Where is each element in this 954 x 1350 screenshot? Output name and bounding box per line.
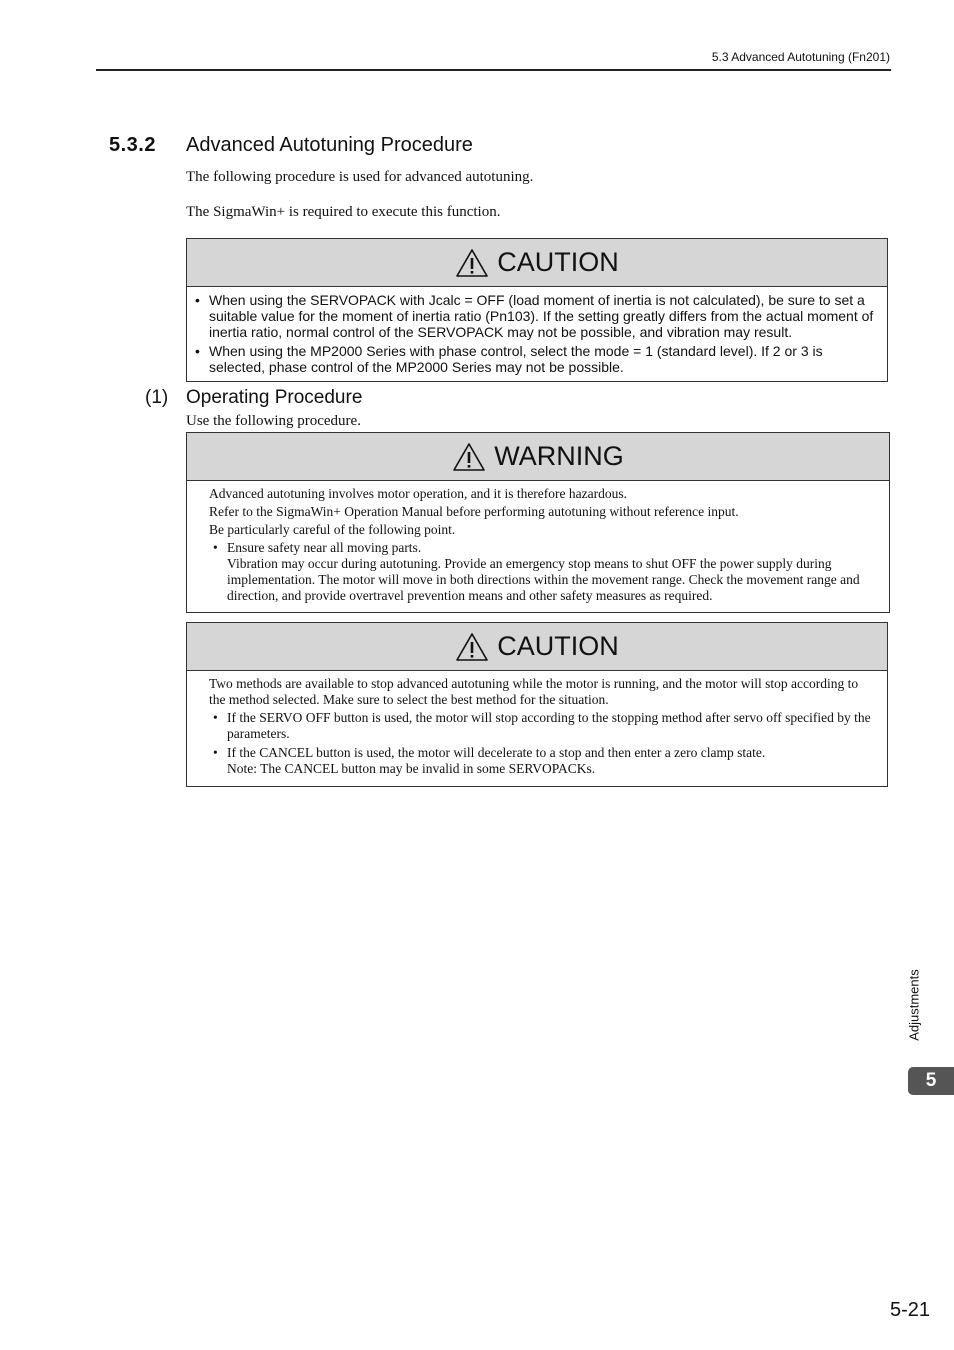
caution-2-list	[209, 710, 877, 777]
running-header: 5.3 Advanced Autotuning (Fn201)	[711, 50, 890, 64]
caution-box-2	[186, 622, 888, 787]
caution-box-1-header	[187, 239, 887, 287]
warning-box-header	[187, 433, 889, 481]
caution-box-1-title: CAUTION	[497, 247, 619, 277]
subsection-number: (1)	[145, 387, 169, 408]
caution-2-note: Note: The CANCEL button may be invalid in some SERVOPACKs.	[227, 761, 596, 776]
section-title: Advanced Autotuning Procedure	[186, 134, 473, 156]
caution-box-2-header	[187, 623, 887, 671]
section-intro-2: The SigmaWin+ is required to execute this function.	[186, 204, 501, 220]
warning-box-title: WARNING	[494, 441, 624, 471]
side-tab-label	[904, 965, 924, 1045]
side-tab-label-text: Adjustments	[906, 969, 922, 1041]
list-item: • When using the MP2000 Series with phase control, select the mode = 1 (standard level). If 2 or 3 is selected, phase control of the MP2000 Series may not be possible.	[209, 343, 877, 375]
caution-box-1-list	[209, 292, 877, 375]
section-intro-1: The following procedure is used for advanced autotuning.	[186, 169, 534, 185]
header-rule	[96, 69, 891, 71]
warning-triangle-icon	[452, 442, 486, 472]
caution-box-2-body	[187, 671, 887, 786]
caution-2-intro: Two methods are available to stop advanced autotuning while the motor is running, and the motor will stop according to the method selected. Make sure to select the best method for the situation.	[209, 676, 859, 707]
chapter-tab: 5	[908, 1067, 954, 1095]
caution-2-item-text: • If the CANCEL button is used, the motor will decelerate to a stop and then enter a zero clamp state.	[227, 745, 766, 760]
list-item: • When using the SERVOPACK with Jcalc = OFF (load moment of inertia is not calculated), be sure to set a suitable value for the moment of inertia ratio (Pn103). If the setting greatly differs from the actual moment of inertia ratio, normal control of the SERVOPACK may not be possible, and vibration may result.	[209, 292, 877, 340]
caution-box-1	[186, 238, 888, 382]
subsection-title: Operating Procedure	[186, 387, 363, 408]
warning-triangle-icon	[455, 632, 489, 662]
caution-box-1-body	[187, 287, 887, 384]
warning-line: Be particularly careful of the following point.	[209, 522, 456, 537]
warning-list	[209, 540, 879, 604]
list-item	[227, 540, 879, 604]
warning-triangle-icon	[455, 248, 489, 278]
list-item	[227, 745, 877, 777]
warning-box	[186, 432, 890, 613]
warning-line: Refer to the SigmaWin+ Operation Manual before performing autotuning without reference input.	[209, 504, 739, 519]
warning-line: Advanced autotuning involves motor operation, and it is therefore hazardous.	[209, 486, 628, 501]
subsection-intro: Use the following procedure.	[186, 413, 361, 429]
section-number: 5.3.2	[109, 134, 156, 156]
caution-box-2-title: CAUTION	[497, 631, 619, 661]
list-item: • If the SERVO OFF button is used, the motor will stop according to the stopping method after servo off specified by the parameters.	[227, 710, 877, 742]
warning-box-body	[187, 481, 889, 613]
warning-bullet-head: • Ensure safety near all moving parts.	[227, 540, 422, 555]
warning-bullet-body: Vibration may occur during autotuning. Provide an emergency stop means to shut OFF the power supply during implementation. The motor will move in both directions within the movement range. Check the movement range and direction, and provide overtravel prevention means and other safety measures as required.	[227, 556, 860, 603]
page-number: 5-21	[889, 1299, 930, 1321]
